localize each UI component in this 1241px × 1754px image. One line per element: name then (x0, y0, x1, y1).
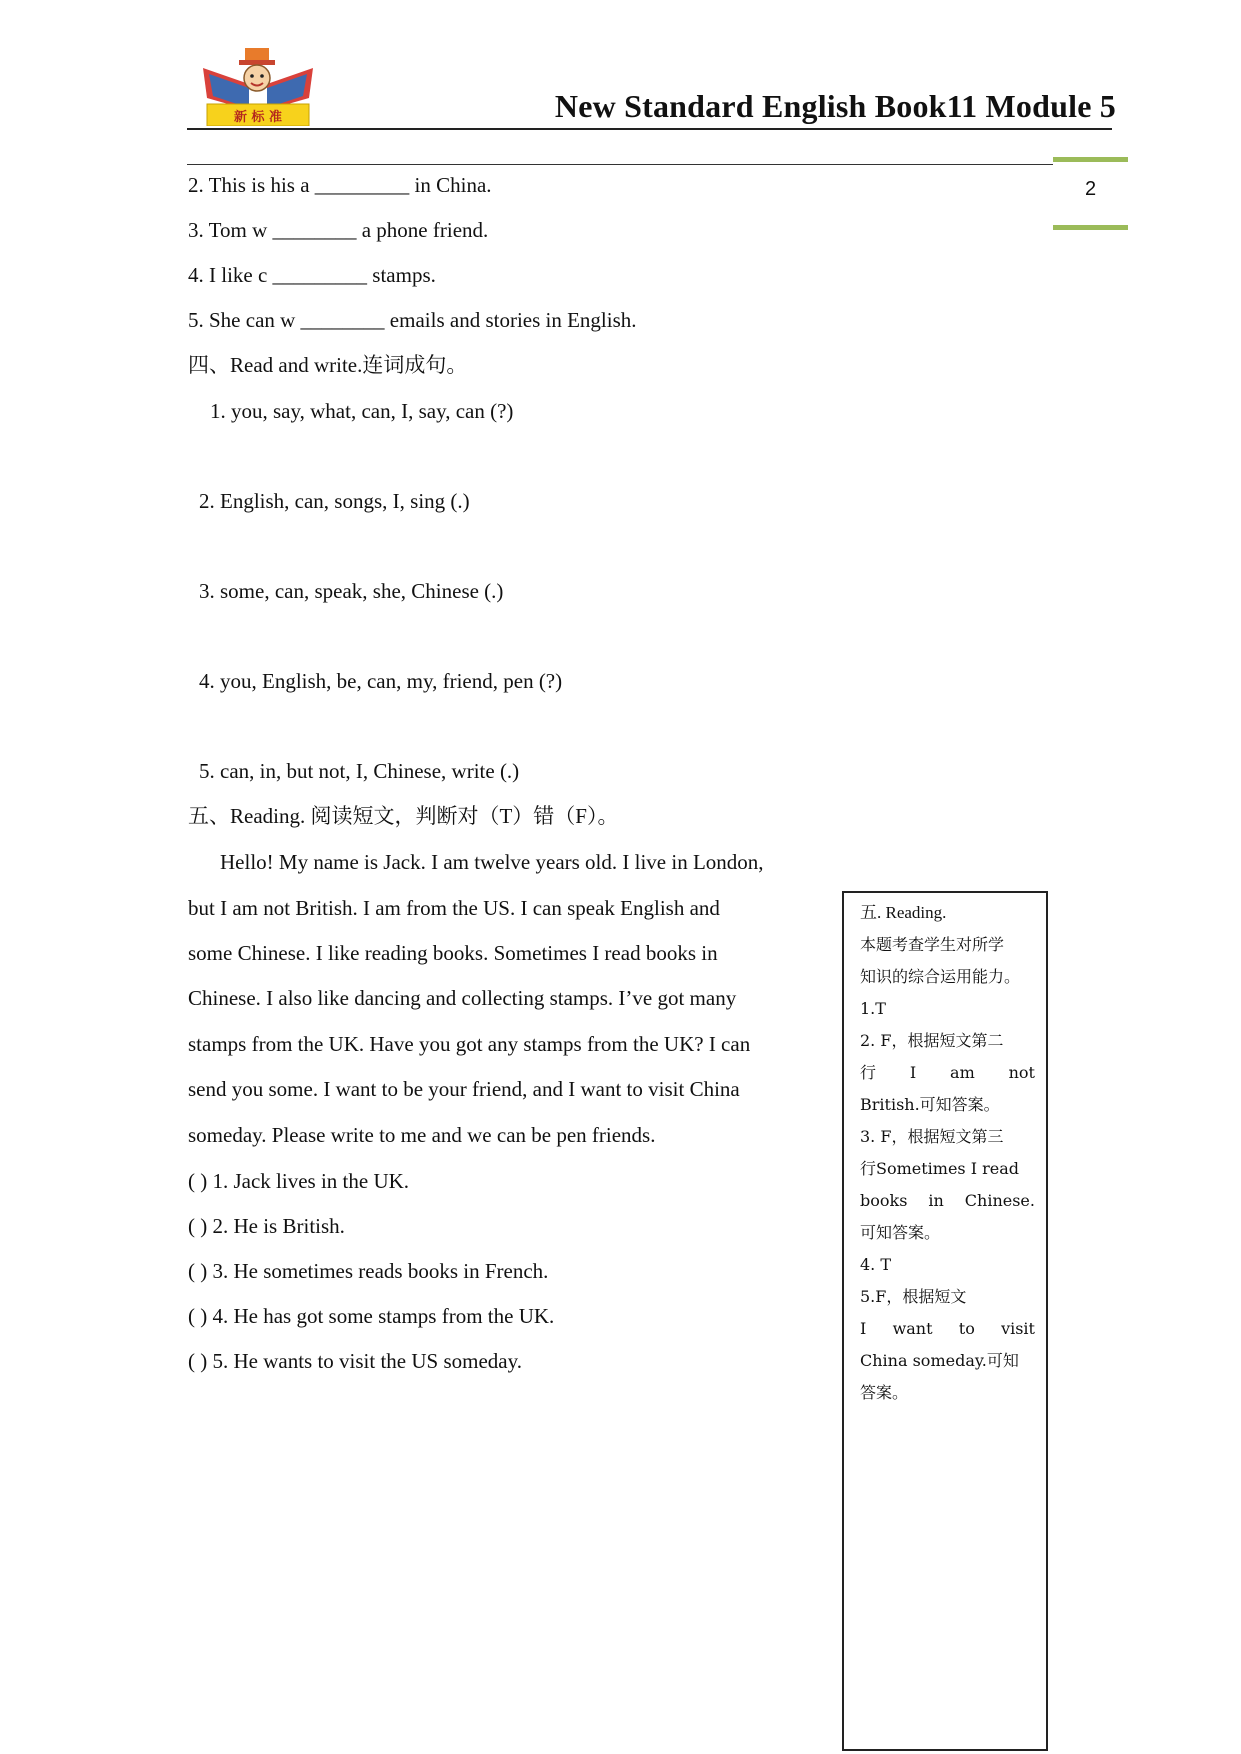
answer-line (860, 1190, 1035, 1212)
judgement-question: ( ) 2. He is British. (188, 1214, 345, 1238)
answer-word: want (892, 1319, 933, 1338)
fill-in-item: 5. She can w ________ emails and stories in English. (188, 308, 637, 332)
answer-word: visit (1001, 1319, 1035, 1338)
logo-text: 新 标 准 (233, 110, 283, 125)
answer-line: 1.T (860, 999, 886, 1018)
answer-word: in (928, 1191, 944, 1210)
page-tab-top-bar (1053, 157, 1128, 162)
answer-word: I (860, 1319, 867, 1338)
header-title: New Standard English Book11 Module 5 (554, 88, 1116, 124)
answer-word: 行 (860, 1063, 877, 1082)
answer-line (860, 1062, 1035, 1084)
answer-word: am (950, 1063, 975, 1082)
answer-word: Chinese. (964, 1191, 1035, 1210)
passage-line: someday. Please write to me and we can be pen friends. (188, 1123, 656, 1147)
reorder-item: 4. you, English, be, can, my, friend, pen (?) (199, 669, 563, 693)
answer-word: not (1008, 1063, 1035, 1082)
section-5-title: 五、Reading. 阅读短文，判断对（T）错（F）。 (188, 804, 619, 828)
passage-line: stamps from the UK. Have you got any stamps from the UK? I can (188, 1032, 751, 1056)
answer-line (860, 1318, 1035, 1340)
answer-word: books (860, 1191, 908, 1210)
answer-line: China someday.可知 (860, 1351, 1019, 1370)
answer-line: 3. F，根据短文第三 (860, 1127, 1004, 1146)
answer-line: 行Sometimes I read (860, 1159, 1020, 1178)
page-number: 2 (1084, 178, 1097, 200)
answer-line: British.可知答案。 (860, 1095, 1000, 1114)
fill-in-item: 4. I like c _________ stamps. (188, 263, 436, 287)
judgement-question: ( ) 4. He has got some stamps from the UK. (188, 1304, 555, 1328)
answer-line: 可知答案。 (860, 1223, 941, 1242)
passage-line: but I am not British. I am from the US. I can speak English and (188, 896, 720, 920)
reorder-item: 1. you, say, what, can, I, say, can (?) (210, 399, 514, 423)
publisher-logo (199, 48, 317, 126)
passage-line: some Chinese. I like reading books. Sometimes I read books in (188, 941, 718, 965)
reorder-item: 3. some, can, speak, she, Chinese (.) (199, 579, 504, 603)
header-divider (187, 128, 1112, 130)
answer-word: I (909, 1063, 917, 1082)
page-tab-bottom-bar (1053, 225, 1128, 230)
fill-in-item: 3. Tom w ________ a phone friend. (188, 218, 489, 242)
top-rule-divider (187, 164, 1053, 165)
section-4-title: 四、Read and write.连词成句。 (188, 353, 468, 377)
passage-line: Hello! My name is Jack. I am twelve years old. I live in London, (220, 850, 764, 874)
passage-line: Chinese. I also like dancing and collecting stamps. I’ve got many (188, 986, 737, 1010)
answer-line: 知识的综合运用能力。 (860, 967, 1021, 986)
reorder-item: 5. can, in, but not, I, Chinese, write (.) (199, 759, 520, 783)
answer-line: 5.F，根据短文 (860, 1287, 967, 1306)
answer-line: 4. T (860, 1255, 892, 1274)
judgement-question: ( ) 1. Jack lives in the UK. (188, 1169, 410, 1193)
reorder-item: 2. English, can, songs, I, sing (.) (199, 489, 470, 513)
answer-word: to (958, 1319, 975, 1338)
judgement-question: ( ) 3. He sometimes reads books in French. (188, 1259, 549, 1283)
fill-in-item: 2. This is his a _________ in China. (188, 173, 492, 197)
passage-line: send you some. I want to be your friend, and I want to visit China (188, 1077, 740, 1101)
answer-heading: 五. Reading. (860, 903, 947, 922)
judgement-question: ( ) 5. He wants to visit the US someday. (188, 1349, 523, 1373)
answer-line: 答案。 (860, 1383, 909, 1402)
answer-line: 2. F，根据短文第二 (860, 1031, 1004, 1050)
answer-line: 本题考查学生对所学 (860, 935, 1005, 954)
